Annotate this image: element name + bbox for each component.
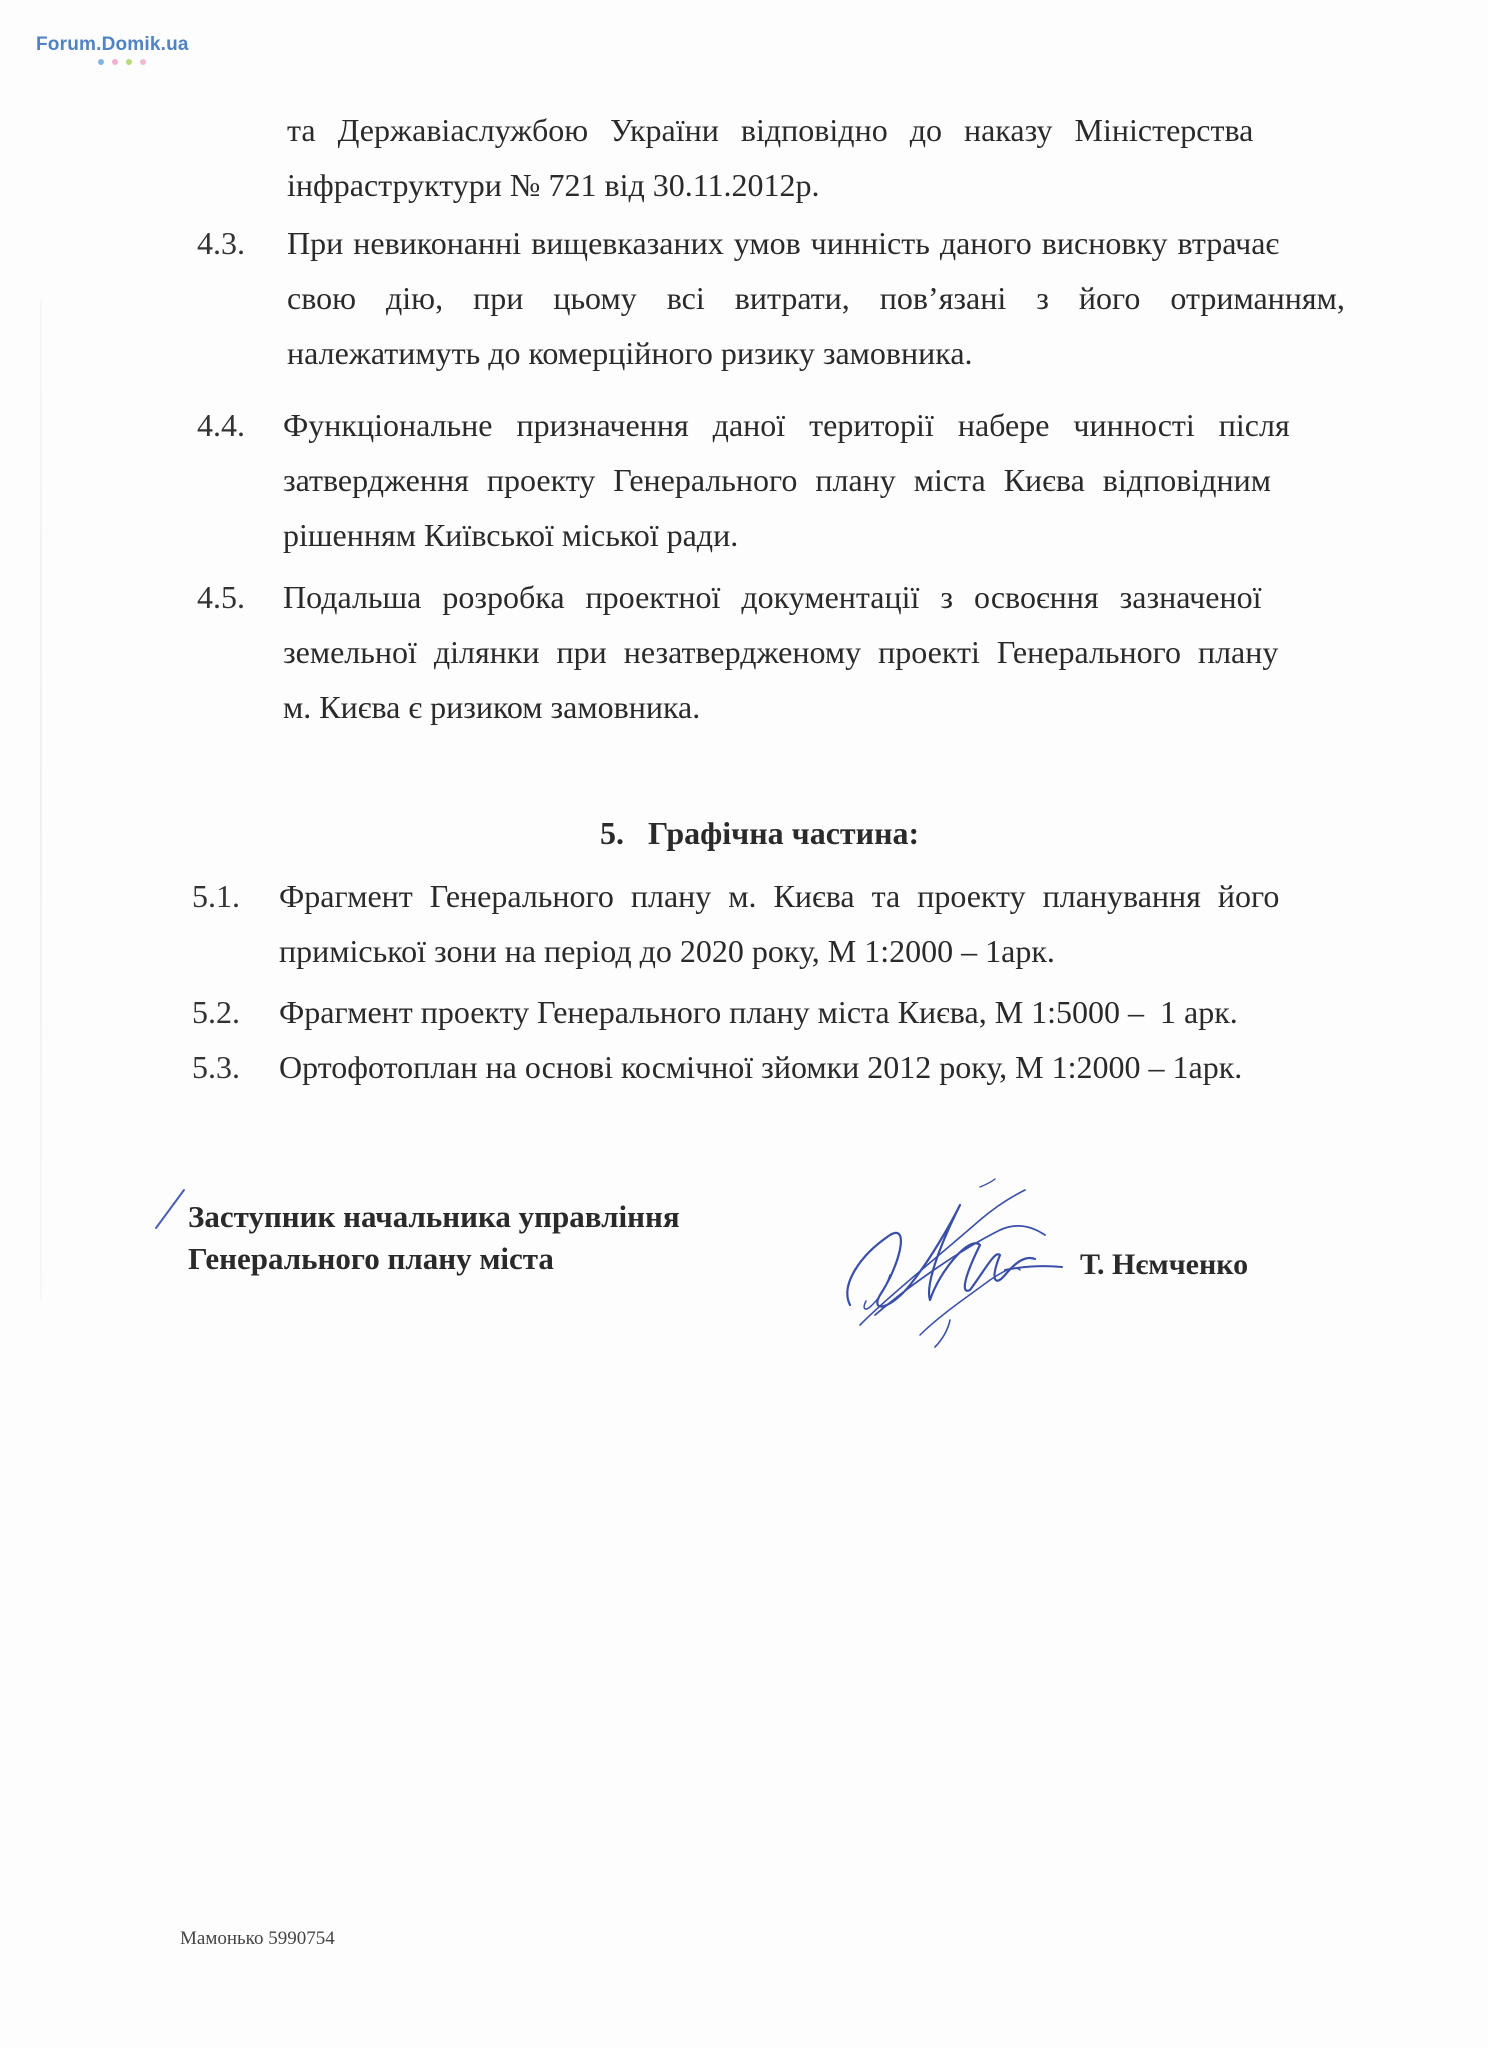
text-line: Фрагмент Генерального плану м. Києва та проекту планування його: [279, 878, 1280, 914]
paragraph-4-4: [283, 398, 1359, 563]
signatory-title-line: Заступник начальника управління: [188, 1199, 680, 1234]
executor-note: Мамонько 5990754: [180, 1928, 335, 1949]
item-number: 4.3.: [197, 225, 245, 261]
text-line: інфраструктури № 721 від 30.11.2012р.: [287, 167, 820, 203]
item-number: 5.2.: [192, 994, 240, 1030]
paragraph-5-2: [279, 985, 1357, 1040]
text-line: Ортофотоплан на основі космічної зйомки 2012 року, М 1:2000 – 1арк.: [279, 1049, 1243, 1085]
signatory-name: Т. Нємченко: [1080, 1248, 1249, 1281]
section-heading: 5. Графічна частина:: [600, 815, 920, 851]
text-line: м. Києва є ризиком замовника.: [283, 689, 701, 725]
text-line: рішенням Київської міської ради.: [283, 517, 739, 553]
item-number: 5.3.: [192, 1049, 240, 1085]
text-line: земельної ділянки при незатвердженому проекті Генерального плану: [283, 634, 1279, 670]
text-line: приміської зони на період до 2020 року, М 1:2000 – 1арк.: [279, 933, 1055, 969]
item-number: 4.4.: [197, 407, 245, 443]
forum-watermark: [36, 34, 226, 56]
handwritten-signature: [830, 1175, 1090, 1355]
paragraph-4-3: [287, 216, 1359, 381]
watermark-dot: [98, 59, 104, 65]
text-line: належатимуть до комерційного ризику замовника.: [287, 335, 973, 371]
text-line: та Державіаслужбою України відповідно до наказу Міністерства: [287, 112, 1254, 148]
signature-strokes: [847, 1179, 1062, 1347]
text-line: свою дію, при цьому всі витрати, пов’язані з його отриманням,: [287, 280, 1345, 316]
paragraph-5-1: [279, 869, 1357, 979]
text-line: затвердження проекту Генерального плану міста Києва відповідним: [283, 462, 1271, 498]
item-number: 4.5.: [197, 579, 245, 615]
paragraph-4-2-continuation: [287, 103, 1359, 213]
watermark-dot: [126, 59, 132, 65]
paragraph-4-5: [283, 570, 1359, 735]
text-line: Фрагмент проекту Генерального плану міста Києва, М 1:5000 – 1 арк.: [279, 994, 1238, 1030]
scan-edge-shadow: [40, 300, 42, 1300]
signatory-title-line: Генерального плану міста: [188, 1241, 554, 1276]
watermark-text: Forum.Domik.ua: [36, 34, 189, 55]
watermark-dot: [140, 59, 146, 65]
watermark-dot: [112, 59, 118, 65]
text-line: Подальша розробка проектної документації з освоєння зазначеної: [283, 579, 1262, 615]
signatory-title: [188, 1196, 680, 1280]
text-line: Функціональне призначення даної території набере чинності після: [283, 407, 1290, 443]
paragraph-5-3: [279, 1040, 1357, 1095]
text-line: При невиконанні вищевказаних умов чинність даного висновку втрачає: [287, 225, 1280, 261]
item-number: 5.1.: [192, 878, 240, 914]
pen-slash-mark: [150, 1186, 190, 1234]
